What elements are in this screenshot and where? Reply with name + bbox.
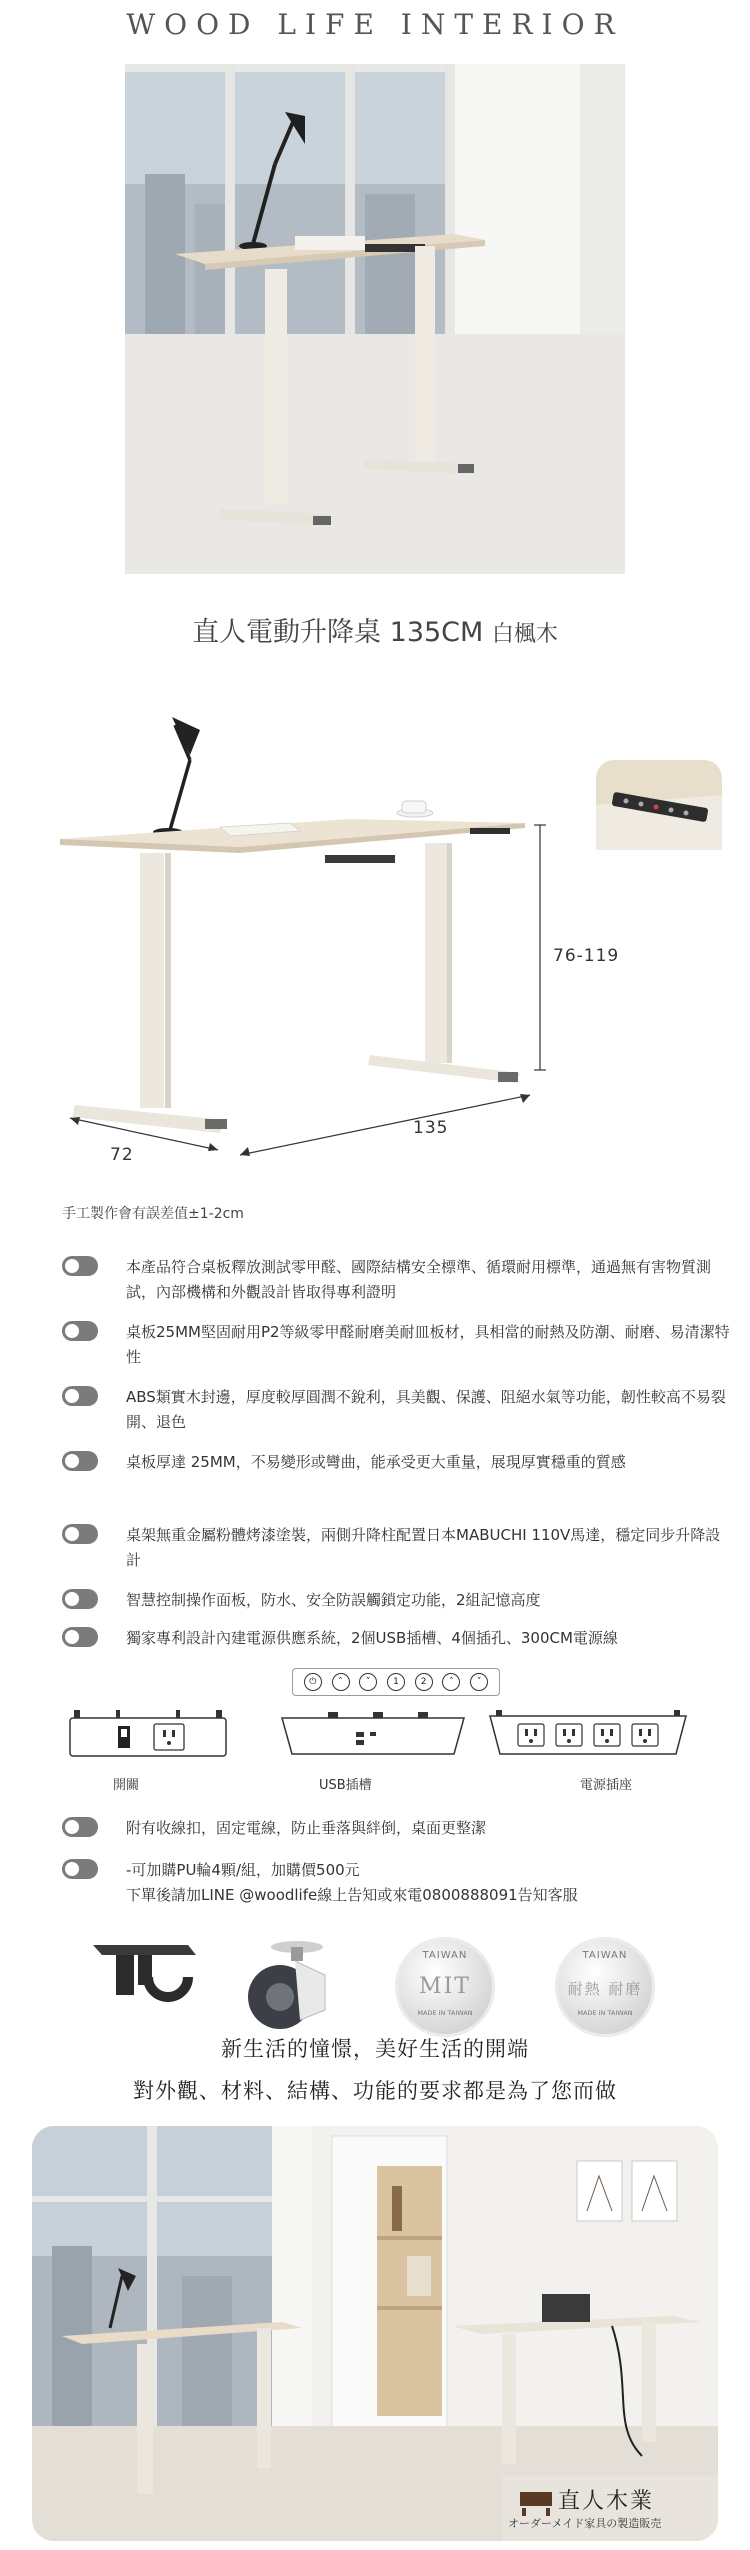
tolerance-note: 手工製作會有誤差值±1-2cm: [62, 1206, 244, 1222]
memory-2-icon: 2: [415, 1673, 433, 1691]
heat-resistant-badge: TAIWAN 耐熱 耐磨 MADE IN TAIWAN: [555, 1937, 655, 2037]
memory-1-icon: 1: [387, 1673, 405, 1691]
power-icon: ⏻: [304, 1673, 322, 1691]
toggle-bullet-icon: [62, 1524, 98, 1544]
feature-text: 本產品符合桌板釋放測試零甲醛、國際結構安全標準、循環耐用標準，通過無有害物質測試，內部機構和外觀設計皆取得專利證明: [126, 1258, 712, 1301]
feature-item: [62, 1816, 732, 1841]
product-color: 白楓木: [491, 622, 558, 647]
brand-title: WOOD LIFE INTERIOR: [126, 8, 624, 41]
toggle-bullet-icon: [62, 1627, 98, 1647]
feature-text: 智慧控制操作面板，防水、安全防誤觸鎖定功能，2組記憶高度: [126, 1591, 541, 1609]
addon-text: -可加購PU輪4顆/組，加購價500元: [126, 1861, 360, 1879]
toggle-bullet-icon: [62, 1817, 98, 1837]
feature-text: 獨家專利設計內建電源供應系統，2個USB插槽、4個插孔、300CM電源線: [126, 1629, 618, 1647]
room-photo: [32, 2126, 718, 2541]
feature-text: 桌架無重金屬粉體烤漆塗裝，兩側升降柱配置日本MABUCHI 110V馬達，穩定同步升降設計: [126, 1526, 721, 1569]
switch-caption: 開關: [113, 1778, 140, 1793]
depth-dimension: 72: [110, 1145, 134, 1165]
order-note: 下單後請加LINE @woodlife線上告知或來電0800888091告知客服: [126, 1886, 578, 1904]
switch-box-drawing: [68, 1710, 228, 1760]
feature-text: 桌板25MM堅固耐用P2等級零甲醛耐磨美耐皿板材，具相當的耐熱及防潮、耐磨、易清潔特性: [126, 1323, 730, 1366]
power-caption: 電源插座: [580, 1778, 633, 1793]
dimension-drawing: [50, 715, 550, 1165]
slogan-line-1: 新生活的憧憬，美好生活的開端: [221, 2037, 529, 2061]
feature-item: [62, 1626, 732, 1651]
feature-item: [62, 1450, 732, 1475]
toggle-bullet-icon: [62, 1256, 98, 1276]
width-dimension: 135: [413, 1118, 449, 1138]
mit-badge: TAIWAN MIT MADE IN TAIWAN: [395, 1937, 495, 2037]
company-logo-tagline: オーダーメイド家具の製造販売: [508, 2517, 662, 2530]
hero-photo: [125, 64, 625, 574]
toggle-bullet-icon: [62, 1321, 98, 1341]
product-title: [0, 610, 750, 649]
toggle-bullet-icon: [62, 1859, 98, 1879]
up-icon: ˄: [332, 1673, 350, 1691]
product-name: 直人電動升降桌 135CM: [192, 617, 484, 648]
down-icon: ˅: [470, 1673, 488, 1691]
control-detail-inset: [596, 760, 722, 850]
caster-wheel-image: [235, 1935, 345, 2035]
company-logo-name: 直人木業: [558, 2489, 655, 2514]
socket-box-drawing: [488, 1710, 688, 1760]
slogan-line-2: 對外觀、材料、結構、功能的要求都是為了您而做: [133, 2079, 617, 2103]
toggle-bullet-icon: [62, 1589, 98, 1609]
feature-text: [126, 1858, 578, 1908]
usb-caption: USB插槽: [319, 1778, 372, 1793]
height-dimension: 76-119: [553, 946, 620, 966]
feature-item: [62, 1523, 732, 1573]
control-panel: [292, 1668, 500, 1696]
down-icon: ˅: [359, 1673, 377, 1691]
cable-clip-image: [88, 1937, 208, 2027]
usb-box-drawing: [278, 1712, 468, 1762]
feature-text: 桌板厚達 25MM，不易變形或彎曲，能承受更大重量，展現厚實穩重的質感: [126, 1453, 626, 1471]
feature-item: [62, 1385, 732, 1435]
feature-item: [62, 1588, 732, 1613]
feature-text: ABS類實木封邊，厚度較厚圓潤不銳利，具美觀、保護、阻絕水氣等功能，韌性較高不易裂開、退色: [126, 1388, 726, 1431]
toggle-bullet-icon: [62, 1451, 98, 1471]
feature-item: [62, 1320, 732, 1370]
feature-item: [62, 1858, 732, 1908]
toggle-bullet-icon: [62, 1386, 98, 1406]
feature-item: [62, 1255, 732, 1305]
up-icon: ˄: [442, 1673, 460, 1691]
feature-text: 附有收線扣，固定電線，防止垂落與絆倒，桌面更整潔: [126, 1819, 487, 1837]
